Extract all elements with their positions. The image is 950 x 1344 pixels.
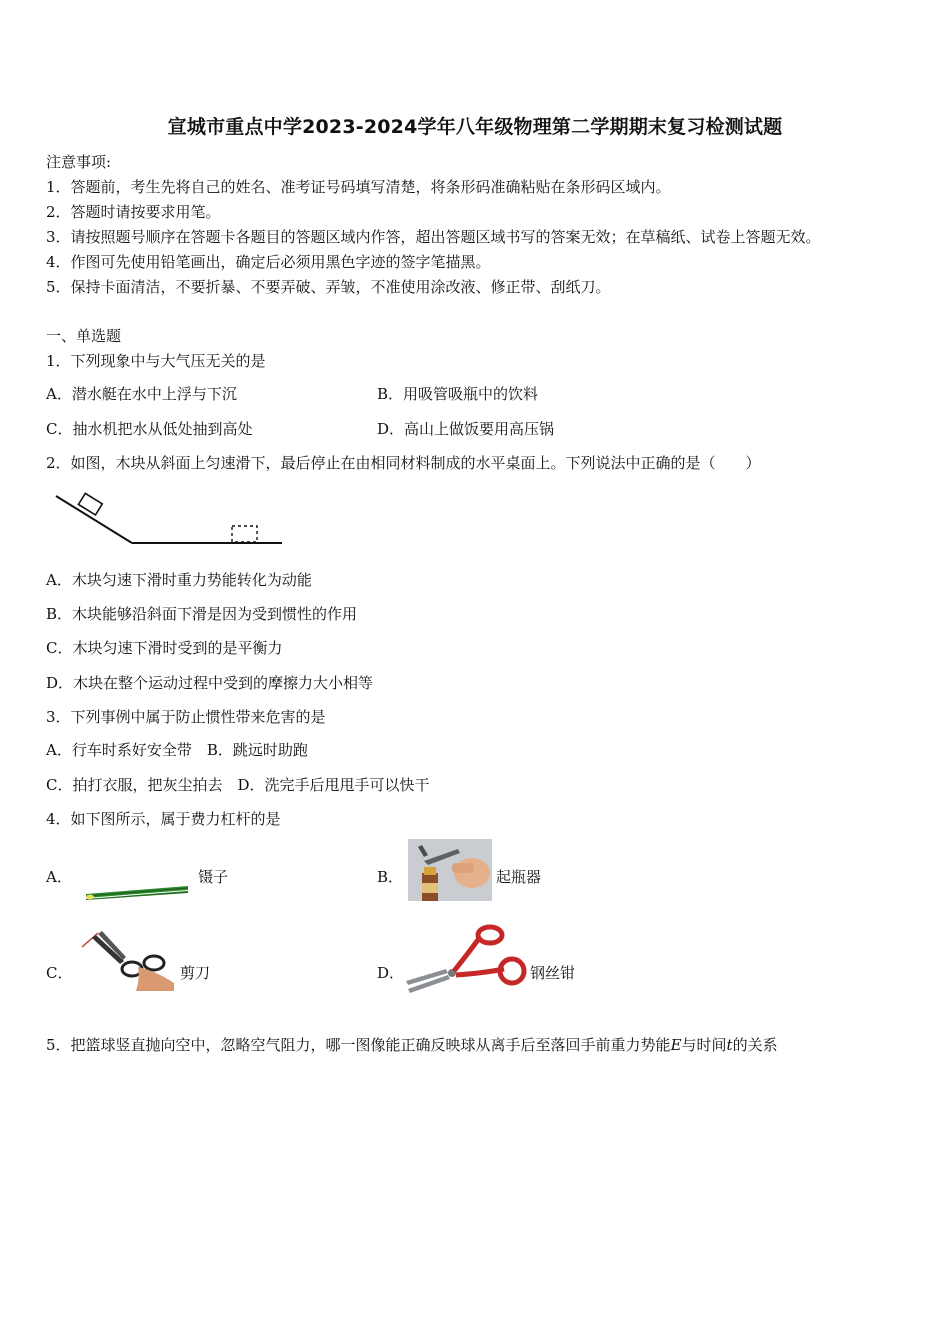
scissors-image bbox=[78, 927, 178, 991]
q5-stem-part3: 的关系 bbox=[732, 1036, 778, 1054]
q5-var-t: t bbox=[726, 1036, 733, 1054]
q4-option-b-letter: B． bbox=[377, 868, 404, 886]
q2-option-b: B．木块能够沿斜面下滑是因为受到惯性的作用 bbox=[46, 605, 358, 623]
q5-var-e: E bbox=[670, 1036, 682, 1054]
question-3-stem: 3．下列事例中属于防止惯性带来危害的是 bbox=[46, 708, 326, 726]
note-item: 1．答题前，考生先将自己的姓名、准考证号码填写清楚，将条形码准确粘贴在条形码区域内。 bbox=[46, 178, 671, 196]
q3-options-ab: A．行车时系好安全带 B．跳远时助跑 bbox=[46, 741, 308, 759]
q1-option-a: A．潜水艇在水中上浮与下沉 bbox=[46, 385, 237, 403]
q2-option-c: C．木块匀速下滑时受到的是平衡力 bbox=[46, 639, 283, 657]
q3-options-cd: C．拍打衣服，把灰尘拍去 D．洗完手后甩甩手可以快干 bbox=[46, 776, 430, 794]
note-item: 4．作图可先使用铅笔画出，确定后必须用黑色字迹的签字笔描黑。 bbox=[46, 253, 491, 271]
pliers-image bbox=[404, 921, 530, 993]
q4-option-d-label: 钢丝钳 bbox=[530, 964, 576, 982]
q2-option-d: D．木块在整个运动过程中受到的摩擦力大小相等 bbox=[46, 674, 374, 692]
q4-option-c-letter: C． bbox=[46, 964, 73, 982]
q4-option-b-label: 起瓶器 bbox=[496, 868, 542, 886]
tweezers-image bbox=[84, 878, 192, 902]
question-2-stem: 2．如图，木块从斜面上匀速滑下，最后停止在由相同材料制成的水平桌面上。下列说法中正确的是（ ） bbox=[46, 454, 761, 472]
incline-block-diagram bbox=[52, 488, 287, 550]
q2-option-a: A．木块匀速下滑时重力势能转化为动能 bbox=[46, 571, 312, 589]
bottle-opener-image bbox=[408, 839, 492, 901]
q4-option-a-label: 镊子 bbox=[198, 868, 229, 886]
q4-option-d-letter: D． bbox=[377, 964, 405, 982]
q1-option-b: B．用吸管吸瓶中的饮料 bbox=[377, 385, 539, 403]
page-title: 宣城市重点中学2023-2024学年八年级物理第二学期期末复习检测试题 bbox=[167, 116, 783, 138]
question-5-stem bbox=[46, 1035, 778, 1055]
note-item: 5．保持卡面清洁，不要折暴、不要弄破、弄皱，不准使用涂改液、修正带、刮纸刀。 bbox=[46, 278, 611, 296]
note-item: 2．答题时请按要求用笔。 bbox=[46, 203, 221, 221]
q1-option-d: D．高山上做饭要用高压锅 bbox=[377, 420, 555, 438]
question-1-stem: 1．下列现象中与大气压无关的是 bbox=[46, 352, 266, 370]
q4-option-a-letter: A． bbox=[46, 868, 72, 886]
question-4-stem: 4．如下图所示，属于费力杠杆的是 bbox=[46, 810, 281, 828]
q4-option-c-label: 剪刀 bbox=[180, 964, 211, 982]
incline-line bbox=[56, 496, 132, 543]
q5-stem-part1: 5．把篮球竖直抛向空中，忽略空气阻力，哪一图像能正确反映球从离手后至落回手前重力势能 bbox=[46, 1036, 671, 1054]
block-at-rest-dashed bbox=[232, 526, 257, 542]
note-item: 3．请按照题号顺序在答题卡各题目的答题区域内作答，超出答题区域书写的答案无效；在草稿纸、试卷上答题无效。 bbox=[46, 228, 821, 246]
q1-option-c: C．抽水机把水从低处抽到高处 bbox=[46, 420, 253, 438]
q5-stem-part2: 与时间 bbox=[681, 1036, 727, 1054]
notes-heading: 注意事项: bbox=[46, 153, 112, 171]
section-heading: 一、单选题 bbox=[46, 327, 122, 345]
